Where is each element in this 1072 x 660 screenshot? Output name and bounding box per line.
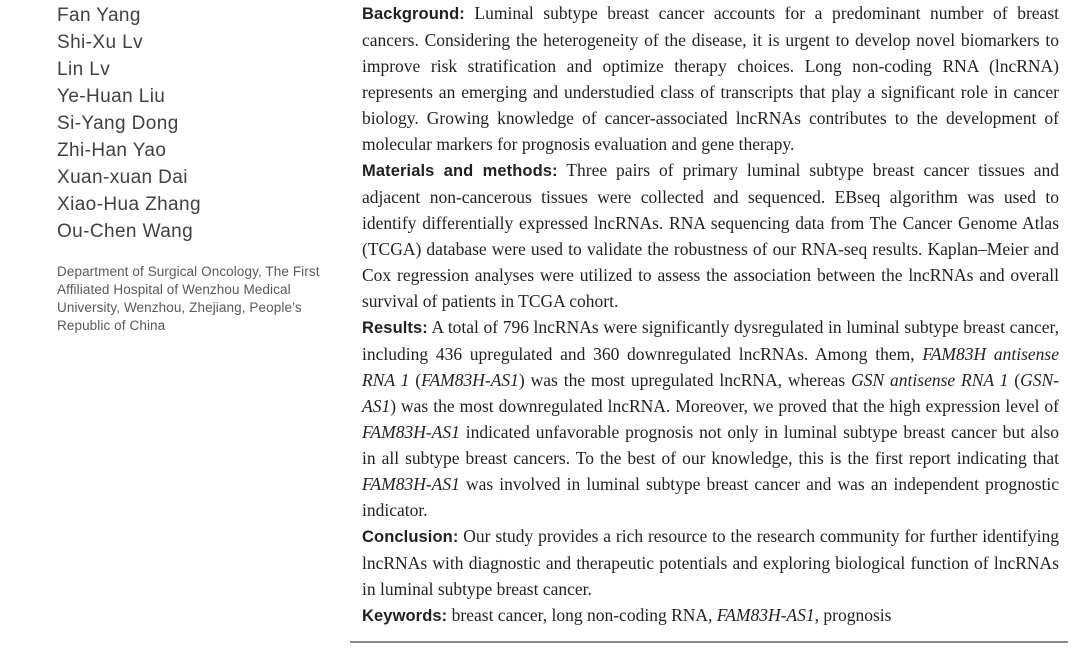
section-text-conclusion: Our study provides a rich resource to the research community for further identifying lncRNAs with diagnostic and therapeutic potentials and exploring biological function of lncRNAs in luminal subtype breast cancer. [362, 526, 1059, 599]
keywords-run: breast cancer, long non-coding RNA, [447, 605, 717, 625]
author-name: Xiao-Hua Zhang [57, 194, 201, 215]
author-name: Si-Yang Dong [57, 113, 179, 134]
abstract-block [362, 0, 1059, 629]
author-name: Ou-Chen Wang [57, 221, 194, 242]
author-name: Fan Yang [57, 5, 141, 26]
section-label-methods: Materials and methods: [362, 162, 558, 180]
abstract-paragraph-results [362, 314, 1059, 523]
abstract-paragraph-keywords [362, 602, 1059, 629]
keywords-run: , prognosis [814, 605, 892, 625]
author-name: Xuan-xuan Dai [57, 167, 188, 188]
results-run: ( [409, 370, 422, 390]
results-run: indicated unfavorable prognosis not only in luminal subtype breast cancer but also in all subtype breast cancers. To the best of our knowledge, this is the first report indicating that [362, 422, 1059, 468]
gene-name: FAM83H antisense RNA 1 [362, 344, 1059, 390]
results-run: ) was the most downregulated lncRNA. Moreover, we proved that the high expression level of [390, 396, 1059, 416]
section-text-methods: Three pairs of primary luminal subtype breast cancer tissues and adjacent non-cancerous tissues were collected and sequenced. EBseq algorithm was used to identify differentially expressed lncRNAs. RNA sequencing data from The Cancer Genome Atlas (TCGA) database were used to validate the robustness of our RNA-seq results. Kaplan–Meier and Cox regression analyses were utilized to assess the association between the lncRNAs and overall survival of patients in TCGA cohort. [362, 160, 1059, 311]
author-name: Zhi-Han Yao [57, 140, 167, 161]
abstract-paragraph-methods [362, 157, 1059, 314]
divider-rule [350, 641, 1068, 643]
author-name: Lin Lv [57, 59, 111, 80]
abstract-paragraph-conclusion [362, 523, 1059, 602]
gene-name: GSN antisense RNA 1 [851, 370, 1009, 390]
gene-name: FAM83H-AS1 [421, 370, 519, 390]
section-label-results: Results: [362, 319, 428, 337]
abstract-paragraph-background [362, 0, 1059, 157]
author-name: Shi-Xu Lv [57, 32, 143, 53]
results-run: ) was the most upregulated lncRNA, whereas [518, 370, 852, 390]
section-text-background: Luminal subtype breast cancer accounts for a predominant number of breast cancers. Considering the heterogeneity of the disease, it is urgent to develop novel biomarkers to improve risk stratification and optimize therapy choices. Long non-coding RNA (lncRNA) represents an emerging and understudied class of transcripts that play a significant role in cancer biology. Growing knowledge of cancer-associated lncRNAs contributes to the development of molecular markers for prognosis evaluation and gene therapy. [362, 3, 1059, 154]
section-label-background: Background: [362, 5, 465, 23]
results-run: A total of 796 lncRNAs were significantly dysregulated in luminal subtype breast cancer, including 436 upregulated and 360 downregulated lncRNAs. Among them, [362, 317, 1059, 364]
gene-name: FAM83H-AS1 [362, 474, 460, 494]
gene-name: FAM83H-AS1 [716, 605, 815, 625]
gene-name: FAM83H-AS1 [362, 422, 460, 442]
results-run: ( [1008, 370, 1021, 390]
affiliation: Department of Surgical Oncology, The First Affiliated Hospital of Wenzhou Medical University, Wenzhou, Zhejiang, People’s Republic of China [57, 264, 320, 333]
author-name: Ye-Huan Liu [57, 86, 166, 107]
section-label-keywords: Keywords: [362, 607, 448, 625]
section-label-conclusion: Conclusion: [362, 528, 459, 546]
gene-name: GSN-AS1 [362, 370, 1059, 416]
results-run: was involved in luminal subtype breast cancer and was an independent prognostic indicator. [362, 474, 1059, 520]
author-block [57, 2, 349, 335]
